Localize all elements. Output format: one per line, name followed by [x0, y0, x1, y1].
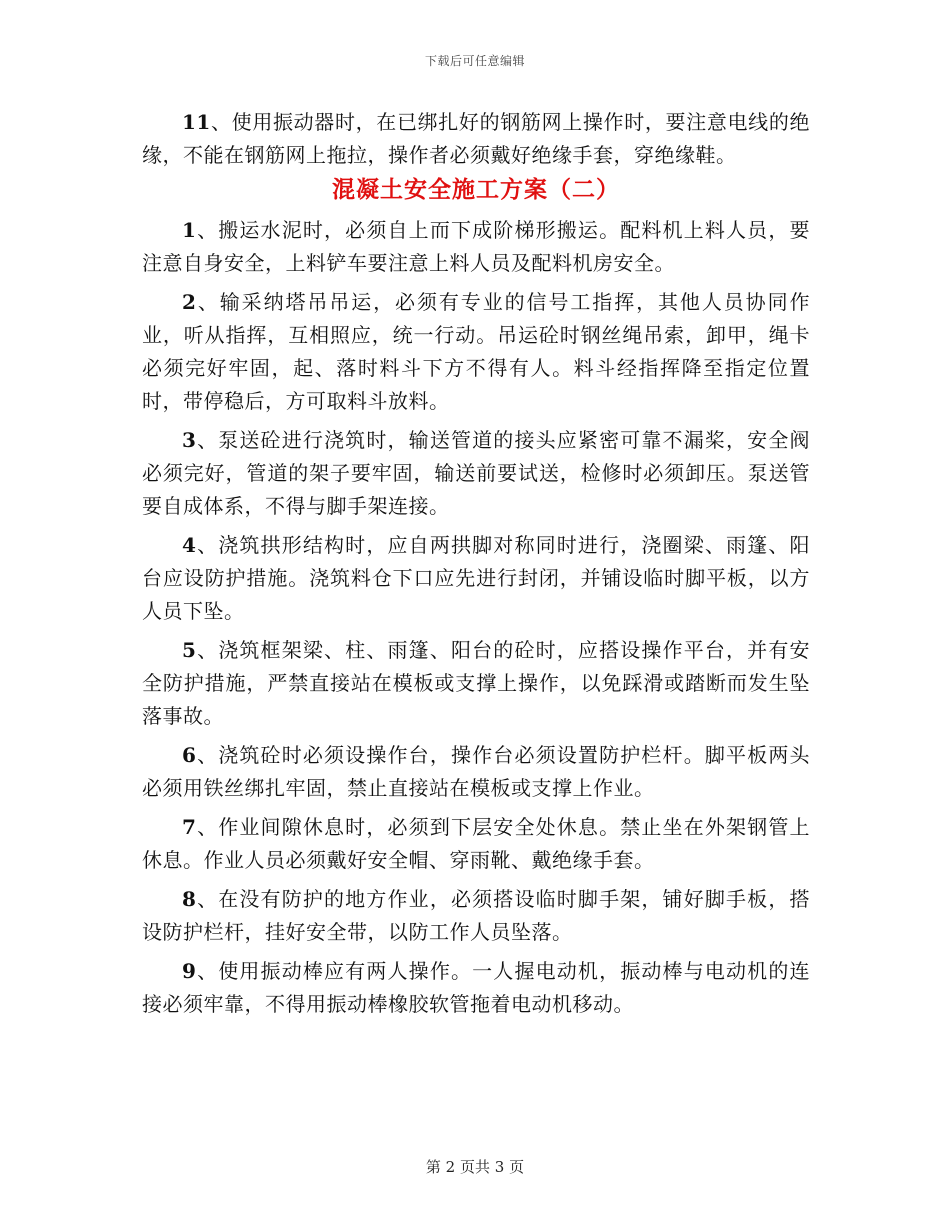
item-number: 8 — [182, 887, 197, 911]
item-text: 、浇筑框架梁、柱、雨篷、阳台的砼时，应搭设操作平台，并有安全防护措施，严禁直接站在模板或支撑上操作，以免踩滑或踏断而发生坠落事故。 — [142, 638, 810, 728]
paragraph-item-11 — [142, 106, 810, 172]
item-number: 3 — [182, 428, 197, 452]
item-number: 1 — [182, 218, 197, 242]
item-number: 4 — [182, 533, 197, 557]
page-header: 下载后可任意编辑 — [424, 54, 525, 68]
paragraph-item-8 — [142, 883, 810, 949]
paragraph-item-5 — [142, 634, 810, 733]
paragraph-item-2 — [142, 286, 810, 418]
item-text: 、搬运水泥时，必须自上而下成阶梯形搬运。配料机上料人员，要注意自身安全，上料铲车要注意上料人员及配料机房安全。 — [142, 218, 810, 275]
item-number: 2 — [182, 290, 197, 314]
paragraph-item-4 — [142, 529, 810, 628]
item-number: 9 — [182, 959, 197, 983]
item-number: 11 — [182, 110, 211, 134]
item-text: 、浇筑拱形结构时，应自两拱脚对称同时进行，浇圈梁、雨篷、阳台应设防护措施。浇筑料仓下口应先进行封闭，并铺设临时脚平板，以方人员下坠。 — [142, 533, 810, 623]
item-number: 7 — [182, 815, 197, 839]
section-title: 混凝土安全施工方案（二） — [332, 176, 620, 203]
paragraph-item-3 — [142, 424, 810, 523]
paragraph-item-1 — [142, 214, 810, 280]
paragraph-item-6 — [142, 739, 810, 805]
item-text: 、作业间隙休息时，必须到下层安全处休息。禁止坐在外架钢管上休息。作业人员必须戴好安全帽、穿雨靴、戴绝缘手套。 — [142, 815, 810, 872]
document-body — [142, 106, 810, 1021]
item-text: 、输采纳塔吊吊运，必须有专业的信号工指挥，其他人员协同作业，听从指挥，互相照应，统一行动。吊运砼时钢丝绳吊索，卸甲，绳卡必须完好牢固，起、落时料斗下方不得有人。料斗经指挥降至指定位置时，带停稳后，方可取料斗放料。 — [142, 290, 810, 413]
item-text: 、浇筑砼时必须设操作台，操作台必须设置防护栏杆。脚平板两头必须用铁丝绑扎牢固，禁止直接站在模板或支撑上作业。 — [142, 743, 810, 800]
item-text: 、在没有防护的地方作业，必须搭设临时脚手架，铺好脚手板，搭设防护栏杆，挂好安全带，以防工作人员坠落。 — [142, 887, 810, 944]
item-number: 6 — [182, 743, 197, 767]
item-number: 5 — [182, 638, 197, 662]
item-text: 、使用振动器时，在已绑扎好的钢筋网上操作时，要注意电线的绝缘，不能在钢筋网上拖拉，操作者必须戴好绝缘手套，穿绝缘鞋。 — [142, 110, 810, 167]
page-footer: 第 2 页共 3 页 — [425, 1158, 525, 1176]
paragraph-item-7 — [142, 811, 810, 877]
item-text: 、泵送砼进行浇筑时，输送管道的接头应紧密可靠不漏桨，安全阀必须完好，管道的架子要牢固，输送前要试送，检修时必须卸压。泵送管要自成体系，不得与脚手架连接。 — [142, 428, 810, 518]
paragraph-item-9 — [142, 955, 810, 1021]
item-text: 、使用振动棒应有两人操作。一人握电动机，振动棒与电动机的连接必须牢靠，不得用振动棒橡胶软管拖着电动机移动。 — [142, 959, 810, 1016]
